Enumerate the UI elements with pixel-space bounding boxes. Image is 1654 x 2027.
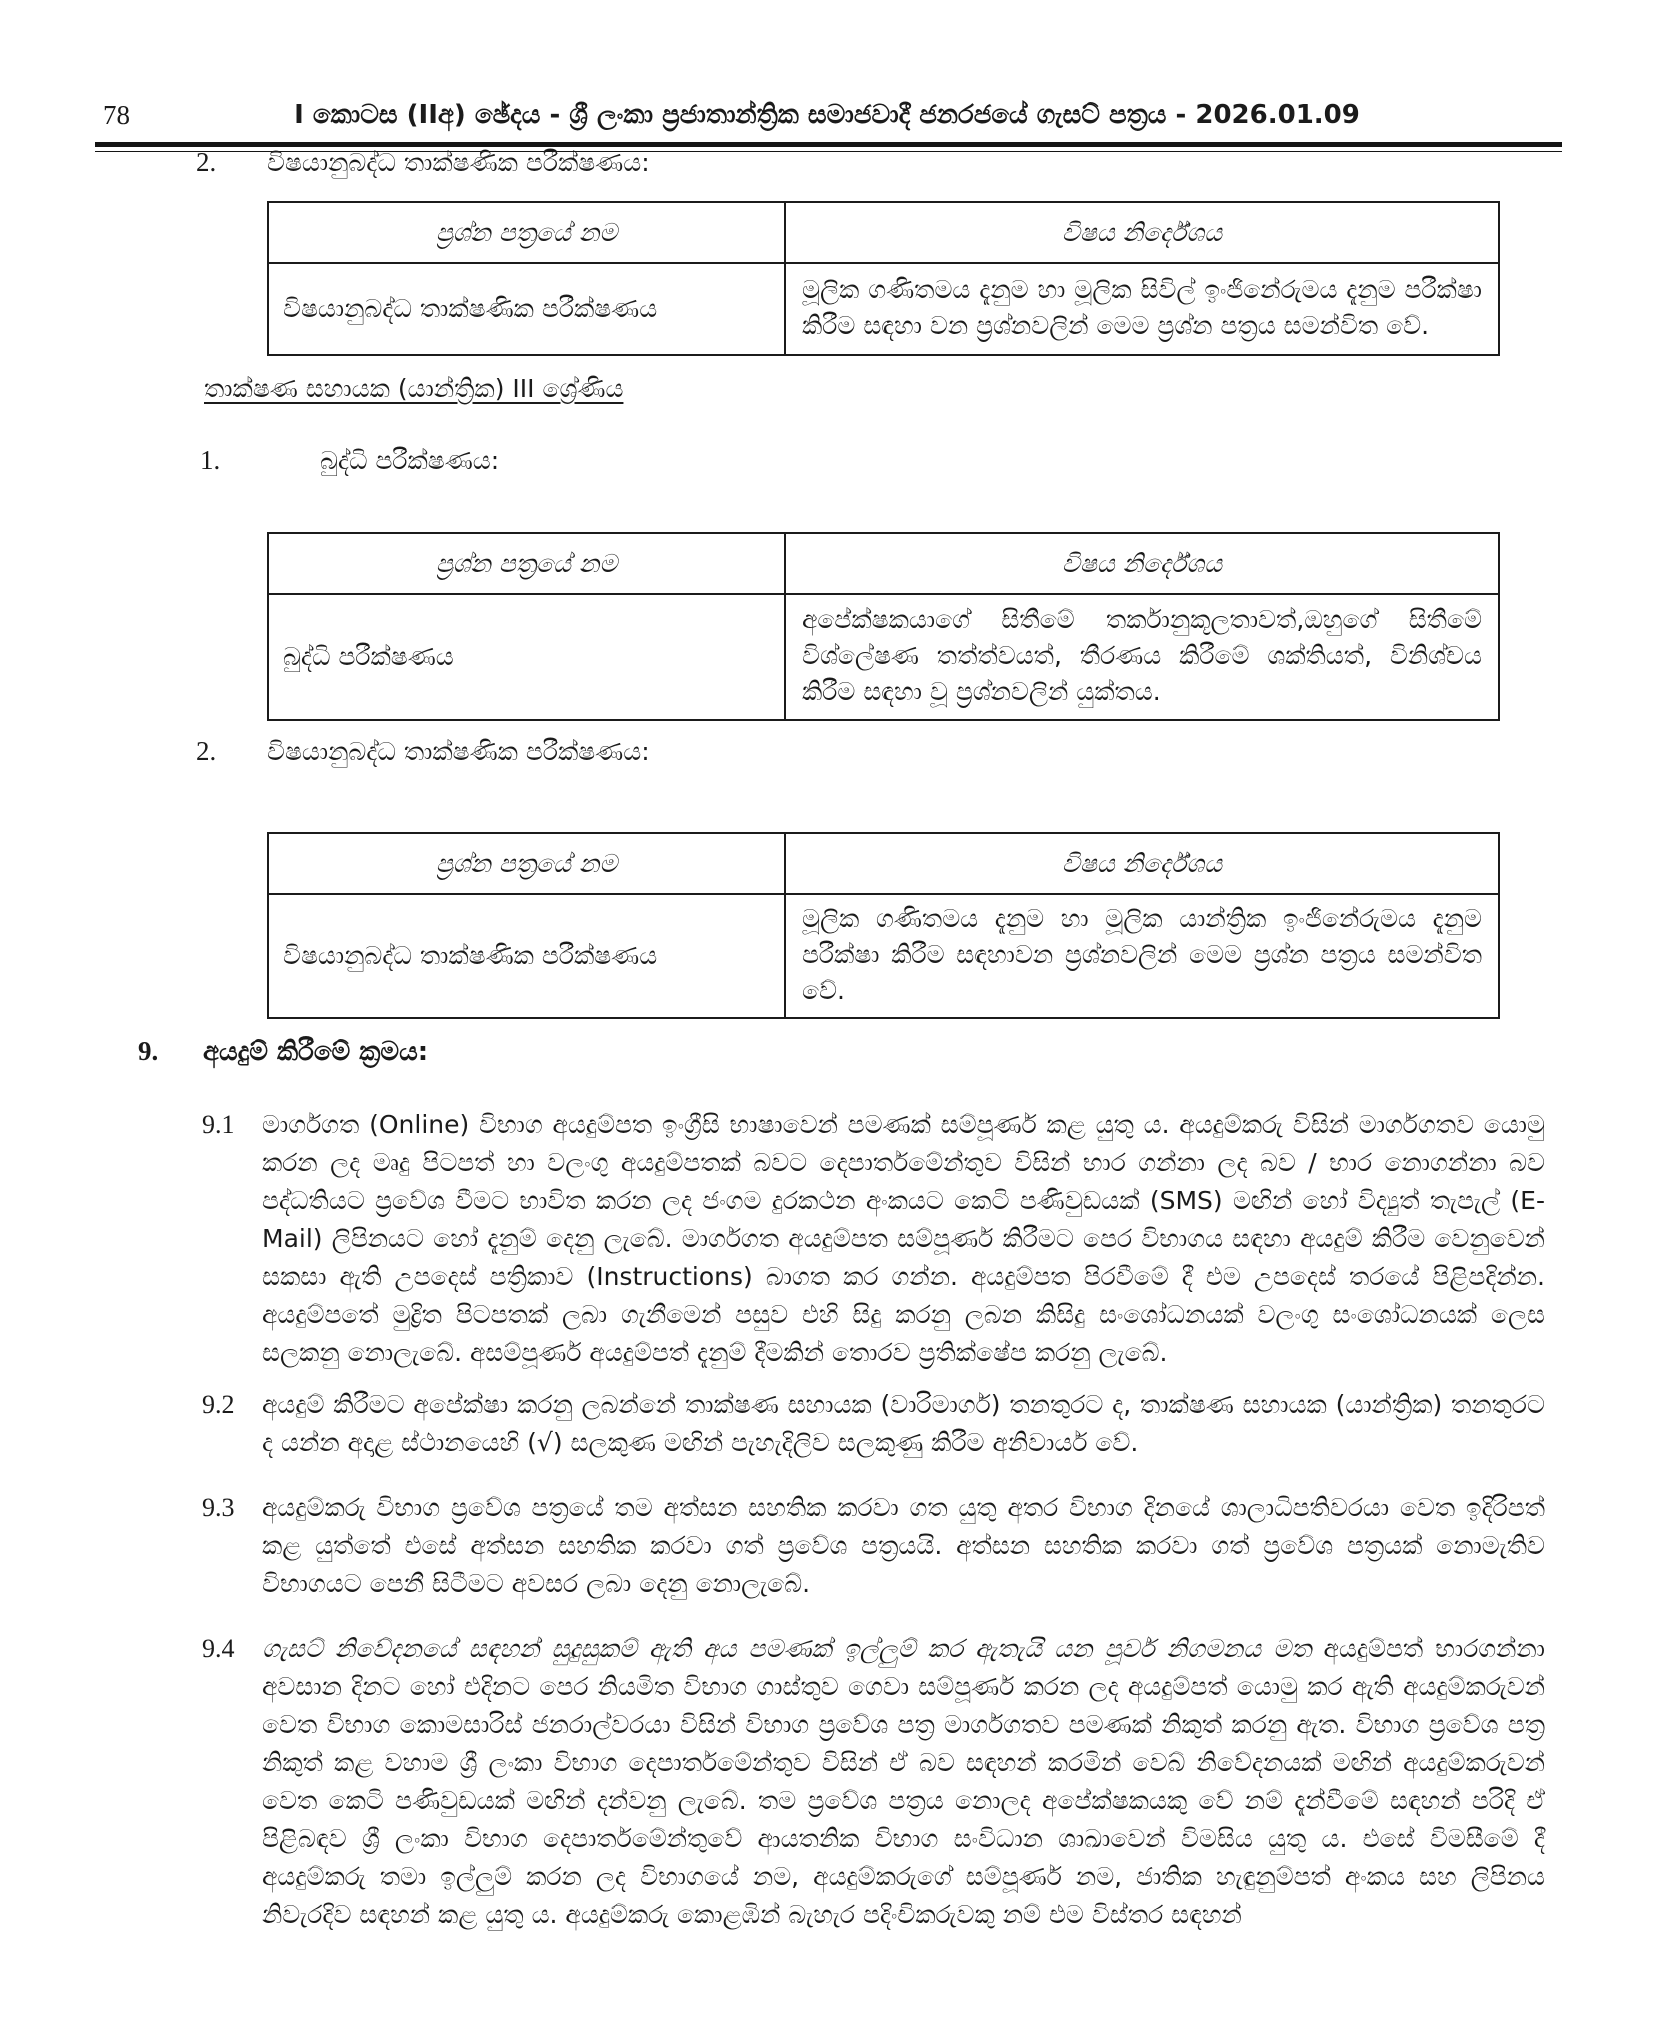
column-header-paper-name: ප්‍රශ්න පත්‍රයේ නම bbox=[268, 202, 785, 263]
table-header-row bbox=[268, 833, 1499, 894]
clause-lead-italic: ගැසට් නිවේදනයේ සඳහන් සුදුසුකම් ඇති අය පමණක් ඉල්ලුම් කර ඇතැයි යන පූර්ව නිගමනය මත bbox=[262, 1634, 1312, 1663]
item-technical-exam-mechanical bbox=[196, 736, 650, 767]
clause-9-4 bbox=[202, 1630, 1545, 1934]
clause-9-1 bbox=[202, 1106, 1545, 1372]
table-row bbox=[268, 263, 1499, 355]
exam-syllabus-table-iq bbox=[267, 532, 1500, 721]
clause-number: 9.4 bbox=[202, 1634, 235, 1663]
section-title: අයදුම් කිරීමේ ක්‍රමය: bbox=[203, 1037, 429, 1067]
grade-heading: තාක්ෂණ සහායක (යාන්ත්‍රික) III ශ්‍රේණිය bbox=[204, 374, 624, 403]
clause-number: 9.1 bbox=[202, 1110, 235, 1139]
column-header-syllabus: විෂය නිර්දේශය bbox=[785, 202, 1499, 263]
column-header-syllabus: විෂය නිර්දේශය bbox=[785, 533, 1499, 594]
clause-text: මාර්ගගත (Online) විභාග අයදුම්පත ඉංග්‍රීසි භාෂාවෙන් පමණක් සම්පූර්ණ කළ යුතු ය. අයදුම්කරු විසින් මාර්ගගතව යොමු කරන ලද මෘදු පිටපත් හා වලංගු අයදුම්පතක් බවට දෙපාර්තමේන්තුව විසින් භාර ගන්නා ලද බව / භාර නොගන්නා බව පද්ධතියට ප්‍රවේශ වීමට භාවිත කරන ලද ජංගම දුරකථන අංකයට කෙටි පණිවුඩයක් (SMS) මඟින් හෝ විද්‍යුත් තැපැල් (E-Mail) ලිපිනයට හෝ දැනුම් දෙනු ලැබේ. මාර්ගගත අයදුම්පත සම්පූර්ණ කිරීමට පෙර විභාගය සඳහා අයදුම් කිරීම වෙනුවෙන් සකසා ඇති උපදෙස් පත්‍රිකාව (Instructions) බාගත කර ගන්න. අයදුම්පත පිරවීමේ දී එම උපදෙස් තරයේ පිළිපදින්න. අයදුම්පතේ මුද්‍රිත පිටපතක් ලබා ගැනීමෙන් පසුව එහි සිදු කරනු ලබන කිසිදු සංශෝධනයක් වලංගු සංශෝධනයක් ලෙස සලකනු නොලැබේ. අසම්පූර්ණ අයදුම්පත් දැනුම් දීමකින් තොරව ප්‍රතික්ෂේප කරනු ලැබේ. bbox=[262, 1110, 1545, 1367]
exam-syllabus-table-civil bbox=[267, 201, 1500, 356]
syllabus-cell: අපේක්ෂකයාගේ සිතීමේ තර්කානුකූලතාවත්,ඔහුගේ සිතීමේ විශ්ලේෂණ තත්ත්වයත්, තීරණය කිරීමේ ශක්තියත්, විනිශ්චය කිරීම සඳහා වූ ප්‍රශ්නවලින් යුක්තය. bbox=[785, 594, 1499, 720]
clause-9-3 bbox=[202, 1489, 1545, 1603]
section-9-heading bbox=[138, 1036, 428, 1068]
item-title: විෂයානුබද්ධ තාක්ෂණික පරීක්ෂණය: bbox=[267, 737, 650, 766]
clause-text bbox=[262, 1630, 1545, 1934]
item-technical-exam-civil bbox=[196, 147, 650, 178]
section-number: 9. bbox=[138, 1036, 159, 1066]
clause-text: අයදුම් කිරීමට අපේක්ෂා කරනු ලබන්නේ තාක්ෂණ සහායක (වාරිමාර්ග) තනතුරට ද, තාක්ෂණ සහායක (යාන්ත්‍රික) තනතුරට ද යන්න අදාළ ස්ථානයෙහි (√) සලකුණ මඟින් පැහැදිලිව සලකුණු කිරීම අනිවාර්ය වේ. bbox=[262, 1390, 1545, 1457]
table-row bbox=[268, 894, 1499, 1018]
table-header-row bbox=[268, 202, 1499, 263]
item-number: 1. bbox=[200, 445, 221, 475]
item-title: බුද්ධි පරීක්ෂණය: bbox=[320, 446, 500, 475]
table-row bbox=[268, 594, 1499, 720]
column-header-paper-name: ප්‍රශ්න පත්‍රයේ නම bbox=[268, 533, 785, 594]
clause-number: 9.2 bbox=[202, 1390, 235, 1419]
paper-name-cell: බුද්ධි පරීක්ෂණය bbox=[268, 594, 785, 720]
clause-rest: අයදුම්පත් භාරගන්නා අවසාන දිනට හෝ එදිනට පෙර නියමිත විභාග ගාස්තුව ගෙවා සම්පූර්ණ කරන ලද අයදුම්පත් යොමු කර ඇති අයදුම්කරුවන් වෙත විභාග කොමසාරිස් ජනරාල්වරයා විසින් විභාග ප්‍රවේශ පත්‍ර මාර්ගගතව පමණක් නිකුත් කරනු ඇත. විභාග ප්‍රවේශ පත්‍ර නිකුත් කළ වහාම ශ්‍රී ලංකා විභාග දෙපාර්තමේන්තුව විසින් ඒ බව සඳහන් කරමින් වෙබ් නිවේදනයක් මඟින් අයදුම්කරුවන් වෙත කෙටි පණිවුඩයක් මඟින් දන්වනු ලැබේ. තම ප්‍රවේශ පත්‍රය නොලද අපේක්ෂකයකු වේ නම් දැන්වීමේ සඳහන් පරිදි ඒ පිළිබඳව ශ්‍රී ලංකා විභාග දෙපාර්තමේන්තුවේ ආයතනික විභාග සංවිධාන ශාඛාවෙන් විමසිය යුතු ය. එසේ විමසීමේ දී අයදුම්කරු තමා ඉල්ලුම් කරන ලද විභාගයේ නම, අයදුම්කරුගේ සම්පූර්ණ නම, ජාතික හැඳුනුම්පත් අංකය සහ ලිපිනය නිවැරදිව සඳහන් කළ යුතු ය. අයදුම්කරු කොළඹින් බැහැර පදිංචිකරුවකු නම් එම විස්තර සඳහන් bbox=[262, 1634, 1545, 1929]
table-header-row bbox=[268, 533, 1499, 594]
item-iq-exam bbox=[200, 445, 499, 476]
clause-text: අයදුම්කරු විභාග ප්‍රවේශ පත්‍රයේ තම අත්සන සහතික කරවා ගත යුතු අතර විභාග දිනයේ ශාලාධිපතිවරයා වෙත ඉදිරිපත් කළ යුත්තේ එසේ අත්සන සහතික කරවා ගත් ප්‍රවේශ පත්‍රයයි. අත්සන සහතික කරවා ගත් ප්‍රවේශ පත්‍රයක් නොමැතිව විභාගයට පෙනී සිටීමට අවසර ලබා දෙනු නොලැබේ. bbox=[262, 1493, 1545, 1598]
item-number: 2. bbox=[196, 736, 217, 766]
paper-name-cell: විෂයානුබද්ධ තාක්ෂණික පරීක්ෂණය bbox=[268, 894, 785, 1018]
column-header-paper-name: ප්‍රශ්න පත්‍රයේ නම bbox=[268, 833, 785, 894]
clause-9-2 bbox=[202, 1386, 1545, 1462]
syllabus-cell: මූලික ගණිතමය දැනුම හා මූලික යාන්ත්‍රික ඉංජිනේරුමය දැනුම පරීක්ෂා කිරීම සඳහාවන ප්‍රශ්නවලින් මෙම ප්‍රශ්න පත්‍රය සමන්විත වේ. bbox=[785, 894, 1499, 1018]
paper-name-cell: විෂයානුබද්ධ තාක්ෂණික පරීක්ෂණය bbox=[268, 263, 785, 355]
item-number: 2. bbox=[196, 147, 217, 177]
clause-number: 9.3 bbox=[202, 1493, 235, 1522]
exam-syllabus-table-mechanical bbox=[267, 832, 1500, 1019]
gazette-header-title: I කොටස (IIඅ) ඡේදය - ශ්‍රී ලංකා ප්‍රජාතාන්ත්‍රික සමාජවාදී ජනරජයේ ගැසට් පත්‍රය - 2026.01.09 bbox=[294, 100, 1360, 130]
item-title: විෂයානුබද්ධ තාක්ෂණික පරීක්ෂණය: bbox=[267, 148, 650, 177]
page-number: 78 bbox=[103, 100, 130, 130]
syllabus-cell: මූලික ගණිතමය දැනුම හා මූලික සිවිල් ඉංජිනේරුමය දැනුම පරීක්ෂා කිරීම සඳහා වන ප්‍රශ්නවලින් මෙම ප්‍රශ්න පත්‍රය සමන්විත වේ. bbox=[785, 263, 1499, 355]
column-header-syllabus: විෂය නිර්දේශය bbox=[785, 833, 1499, 894]
